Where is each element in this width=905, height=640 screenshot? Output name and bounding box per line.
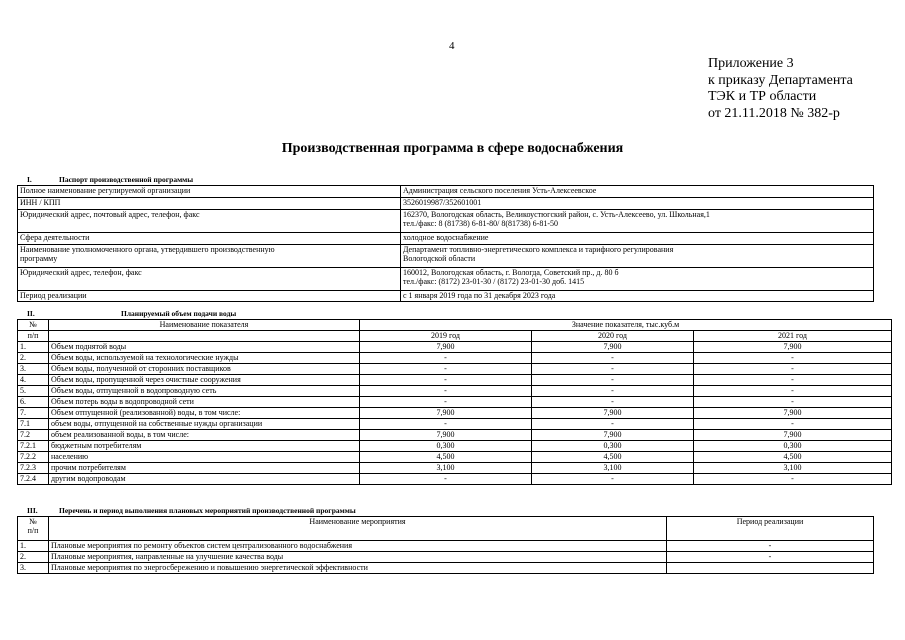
table-row [18,245,874,268]
row-value-2020: - [532,353,694,364]
section-title: Паспорт производственной программы [59,175,194,184]
passport-label [18,245,401,268]
row-name: объем воды, отпущенной на собственные нужды организации [49,419,360,430]
row-name: Объем воды, используемой на технологические нужды [49,353,360,364]
row-name: Объем потерь воды в водопроводной сети [49,397,360,408]
value-line: Департамент топливно-энергетического комплекса и тарифного регулирования [403,245,674,254]
document-title: Производственная программа в сфере водоснабжения [281,141,624,156]
row-value-2019: - [360,353,532,364]
col-header-value: Значение показателя, тыс.куб.м [360,320,892,331]
row-number: 7.2 [18,430,49,441]
table-row [18,397,892,408]
header-line: № [29,517,37,526]
table-row [18,233,874,245]
appendix-block [708,56,853,122]
row-value-2021: - [694,375,892,386]
row-value-2021: - [694,364,892,375]
table-header-row [18,320,892,331]
appendix-line: от 21.11.2018 № 382-р [708,105,840,121]
row-name: Объем воды, пропущенной через очистные сооружения [49,375,360,386]
row-value-2020: - [532,375,694,386]
table-row [18,186,874,198]
row-name: Объем отпущенной (реализованной) воды, в том числе: [49,408,360,419]
col-header-name: Наименование мероприятия [49,517,667,541]
table-row [18,386,892,397]
measures-table [17,516,874,574]
table-row [18,563,874,574]
row-value-2020: - [532,419,694,430]
row-value-2019: 7,900 [360,408,532,419]
label-line: Наименование уполномоченного органа, утвердившего производственную [20,245,275,254]
row-name: Объем поднятой воды [49,342,360,353]
row-number: 7.2.4 [18,474,49,485]
passport-table [17,185,874,302]
page-number: 4 [449,40,455,52]
row-value-2021: 7,900 [694,430,892,441]
col-header-num [18,517,49,541]
table-header-row [18,331,892,342]
row-number: 3. [18,364,49,375]
value-line: тел./факс: 8 (81738) 6-81-80/ 8(81738) 6-81-50 [403,219,558,228]
row-period [667,563,874,574]
row-value-2019: 3,100 [360,463,532,474]
row-name: Плановые мероприятия по энергосбережению и повышению энергетической эффективности [49,563,667,574]
row-value-2021: - [694,474,892,485]
row-value-2019: - [360,397,532,408]
row-value-2019: 7,900 [360,430,532,441]
row-value-2020: - [532,386,694,397]
measures-body [18,541,874,574]
table-row [18,198,874,210]
row-value-2020: - [532,397,694,408]
row-value-2021: 7,900 [694,408,892,419]
row-value-2019: - [360,386,532,397]
col-header-period: Период реализации [667,517,874,541]
passport-value [401,245,874,268]
passport-value [401,210,874,233]
row-name: Плановые мероприятия, направленные на улучшение качества воды [49,552,667,563]
row-value-2021: - [694,386,892,397]
row-value-2019: - [360,474,532,485]
table-row [18,375,892,386]
row-number: 3. [18,563,49,574]
row-value-2019: - [360,375,532,386]
row-value-2020: 4,500 [532,452,694,463]
section-title: Планируемый объем подачи воды [121,309,237,318]
table-row [18,474,892,485]
row-value-2020: 0,300 [532,441,694,452]
value-line: Вологодской области [403,254,476,263]
row-name: бюджетным потребителям [49,441,360,452]
row-number: 7.2.3 [18,463,49,474]
row-value-2021: - [694,353,892,364]
col-header-num: № [18,320,49,331]
passport-value: холодное водоснабжение [401,233,874,245]
table-row [18,552,874,563]
value-line: 162370, Вологодская область, Великоустюгский район, с. Усть-Алексеево, ул. Школьная,1 [403,210,710,219]
row-number: 1. [18,541,49,552]
row-value-2020: 7,900 [532,430,694,441]
table-row [18,463,892,474]
table-row [18,419,892,430]
row-value-2021: - [694,419,892,430]
section-3-heading [27,506,356,515]
header-line: п/п [27,526,39,535]
row-number: 7. [18,408,49,419]
row-name: Объем воды, отпущенной в водопроводную сеть [49,386,360,397]
row-number: 7.2.1 [18,441,49,452]
col-header-year: 2021 год [694,331,892,342]
value-line: тел./факс: (8172) 23-01-30 / (8172) 23-01-30 доб. 1415 [403,277,585,286]
row-value-2020: 3,100 [532,463,694,474]
section-2-heading [27,309,236,318]
row-number: 7.2.2 [18,452,49,463]
row-name: другим водопроводам [49,474,360,485]
table-row [18,452,892,463]
row-value-2020: - [532,474,694,485]
row-number: 5. [18,386,49,397]
row-value-2021: 0,300 [694,441,892,452]
passport-value: 3526019987/352601001 [401,198,874,210]
row-value-2020: 7,900 [532,408,694,419]
row-name: населению [49,452,360,463]
table-header-row [18,517,874,541]
row-name: Плановые мероприятия по ремонту объектов систем централизованного водоснабжения [49,541,667,552]
appendix-line: к приказу Департамента [708,72,853,88]
section-1-heading [27,175,193,184]
passport-label: Сфера деятельности [18,233,401,245]
row-value-2021: 3,100 [694,463,892,474]
row-value-2019: 0,300 [360,441,532,452]
row-name: объем реализованной воды, в том числе: [49,430,360,441]
table-row [18,541,874,552]
row-period: - [667,552,874,563]
appendix-line: Приложение 3 [708,56,794,71]
passport-value: Администрация сельского поселения Усть-Алексеевское [401,186,874,198]
passport-label: Полное наименование регулируемой организации [18,186,401,198]
label-line: программу [20,254,58,263]
row-value-2021: 7,900 [694,342,892,353]
col-header-year: 2019 год [360,331,532,342]
table-row [18,210,874,233]
section-number: II. [27,309,35,318]
row-value-2019: - [360,364,532,375]
passport-value [401,268,874,291]
row-number: 2. [18,552,49,563]
row-number: 4. [18,375,49,386]
row-value-2020: - [532,364,694,375]
table-row [18,342,892,353]
table-row [18,291,874,302]
row-name: прочим потребителям [49,463,360,474]
table-row [18,408,892,419]
table-row [18,441,892,452]
row-number: 7.1 [18,419,49,430]
row-value-2019: 7,900 [360,342,532,353]
row-number: 6. [18,397,49,408]
appendix-line: ТЭК и ТР области [708,89,817,104]
row-number: 1. [18,342,49,353]
row-name: Объем воды, полученной от сторонних поставщиков [49,364,360,375]
passport-label: Период реализации [18,291,401,302]
table-row [18,364,892,375]
table-row [18,268,874,291]
col-header-num: п/п [18,331,49,342]
row-value-2020: 7,900 [532,342,694,353]
water-volume-body [18,342,892,485]
passport-label: Юридический адрес, почтовый адрес, телефон, факс [18,210,401,233]
row-value-2021: - [694,397,892,408]
water-volume-table [17,319,892,485]
row-value-2021: 4,500 [694,452,892,463]
section-title: Перечень и период выполнения плановых мероприятий производственной программы [59,506,356,515]
row-value-2019: 4,500 [360,452,532,463]
passport-label: Юридический адрес, телефон, факс [18,268,401,291]
row-number: 2. [18,353,49,364]
row-period: - [667,541,874,552]
passport-label: ИНН / КПП [18,198,401,210]
section-number: I. [27,175,32,184]
table-row [18,353,892,364]
col-header-year: 2020 год [532,331,694,342]
col-header-name: Наименование показателя [49,320,360,331]
section-number: III. [27,506,38,515]
table-row [18,430,892,441]
col-header-empty [49,331,360,342]
passport-value: с 1 января 2019 года по 31 декабря 2023 года [401,291,874,302]
value-line: 160012, Вологодская область, г. Вологда, Советский пр., д. 80 б [403,268,619,277]
row-value-2019: - [360,419,532,430]
